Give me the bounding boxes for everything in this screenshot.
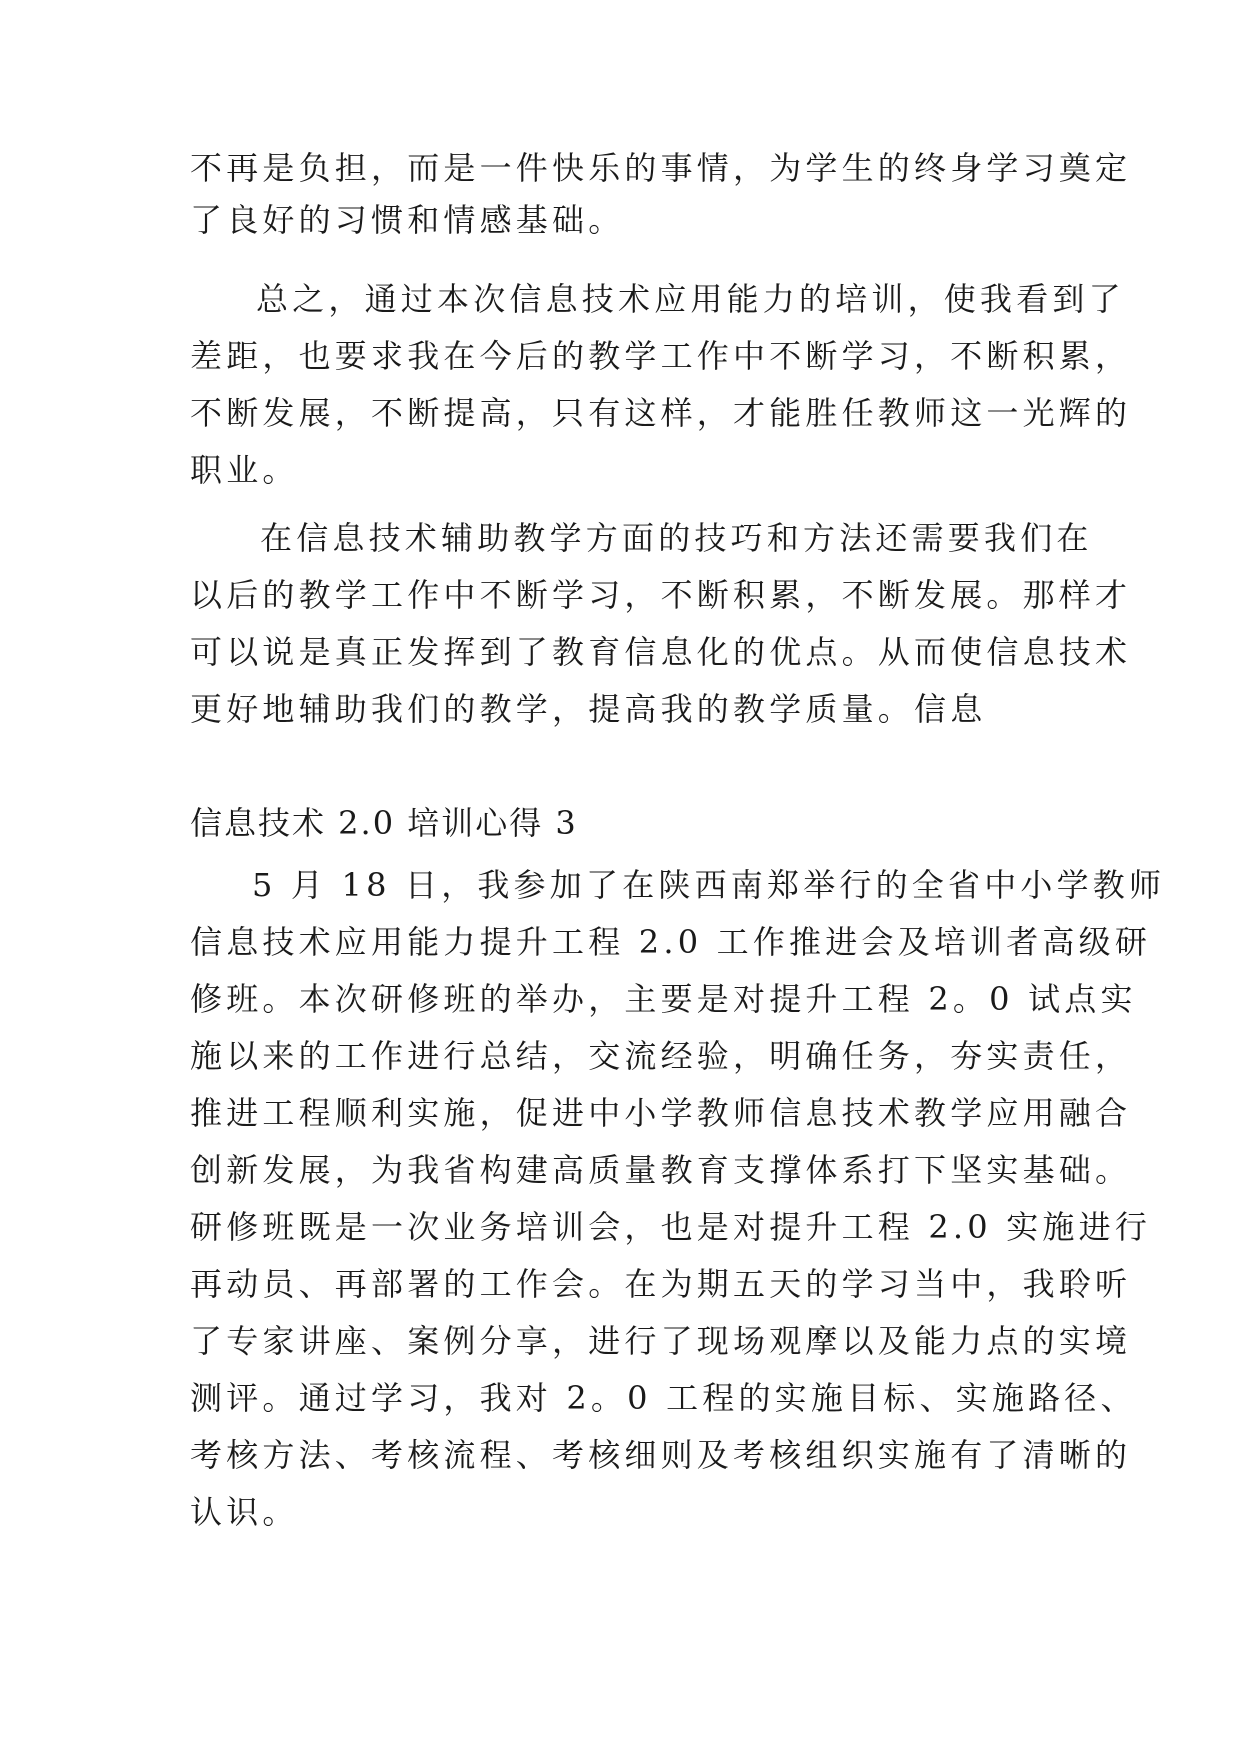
text-line: 总之，通过本次信息技术应用能力的培训，使我看到了 — [256, 280, 1125, 318]
text-line: 了良好的习惯和情感基础。 — [190, 201, 625, 239]
text-line: 信息技术应用能力提升工程 2.0 工作推进会及培训者高级研 — [190, 923, 1152, 961]
text-line: 不再是负担，而是一件快乐的事情，为学生的终身学习奠定 — [190, 149, 1132, 187]
text-line: 创新发展，为我省构建高质量教育支撑体系打下坚实基础。 — [190, 1151, 1132, 1189]
text-line: 考核方法、考核流程、考核细则及考核组织实施有了清晰的 — [190, 1436, 1132, 1474]
text-line: 在信息技术辅助教学方面的技巧和方法还需要我们在 — [260, 519, 1093, 557]
text-line: 认识。 — [190, 1493, 299, 1531]
text-line: 不断发展，不断提高，只有这样，才能胜任教师这一光辉的 — [190, 394, 1132, 432]
text-line: 施以来的工作进行总结，交流经验，明确任务，夯实责任， — [190, 1037, 1132, 1075]
text-line: 再动员、再部署的工作会。在为期五天的学习当中，我聆听 — [190, 1265, 1132, 1303]
text-line: 研修班既是一次业务培训会，也是对提升工程 2.0 实施进行 — [190, 1208, 1152, 1246]
text-line: 以后的教学工作中不断学习，不断积累，不断发展。那样才 — [190, 576, 1132, 614]
section-title: 信息技术 2.0 培训心得 3 — [190, 804, 578, 842]
text-line: 职业。 — [190, 451, 299, 489]
text-line: 了专家讲座、案例分享，进行了现场观摩以及能力点的实境 — [190, 1322, 1132, 1360]
text-line: 差距，也要求我在今后的教学工作中不断学习，不断积累， — [190, 337, 1132, 375]
text-line: 推进工程顺利实施，促进中小学教师信息技术教学应用融合 — [190, 1094, 1132, 1132]
text-line: 更好地辅助我们的教学，提高我的教学质量。信息 — [190, 690, 987, 728]
text-line: 可以说是真正发挥到了教育信息化的优点。从而使信息技术 — [190, 633, 1132, 671]
text-line: 5 月 18 日，我参加了在陕西南郑举行的全省中小学教师 — [252, 866, 1166, 904]
text-line: 测评。通过学习，我对 2。0 工程的实施目标、实施路径、 — [190, 1379, 1137, 1417]
text-line: 修班。本次研修班的举办，主要是对提升工程 2。0 试点实 — [190, 980, 1137, 1018]
